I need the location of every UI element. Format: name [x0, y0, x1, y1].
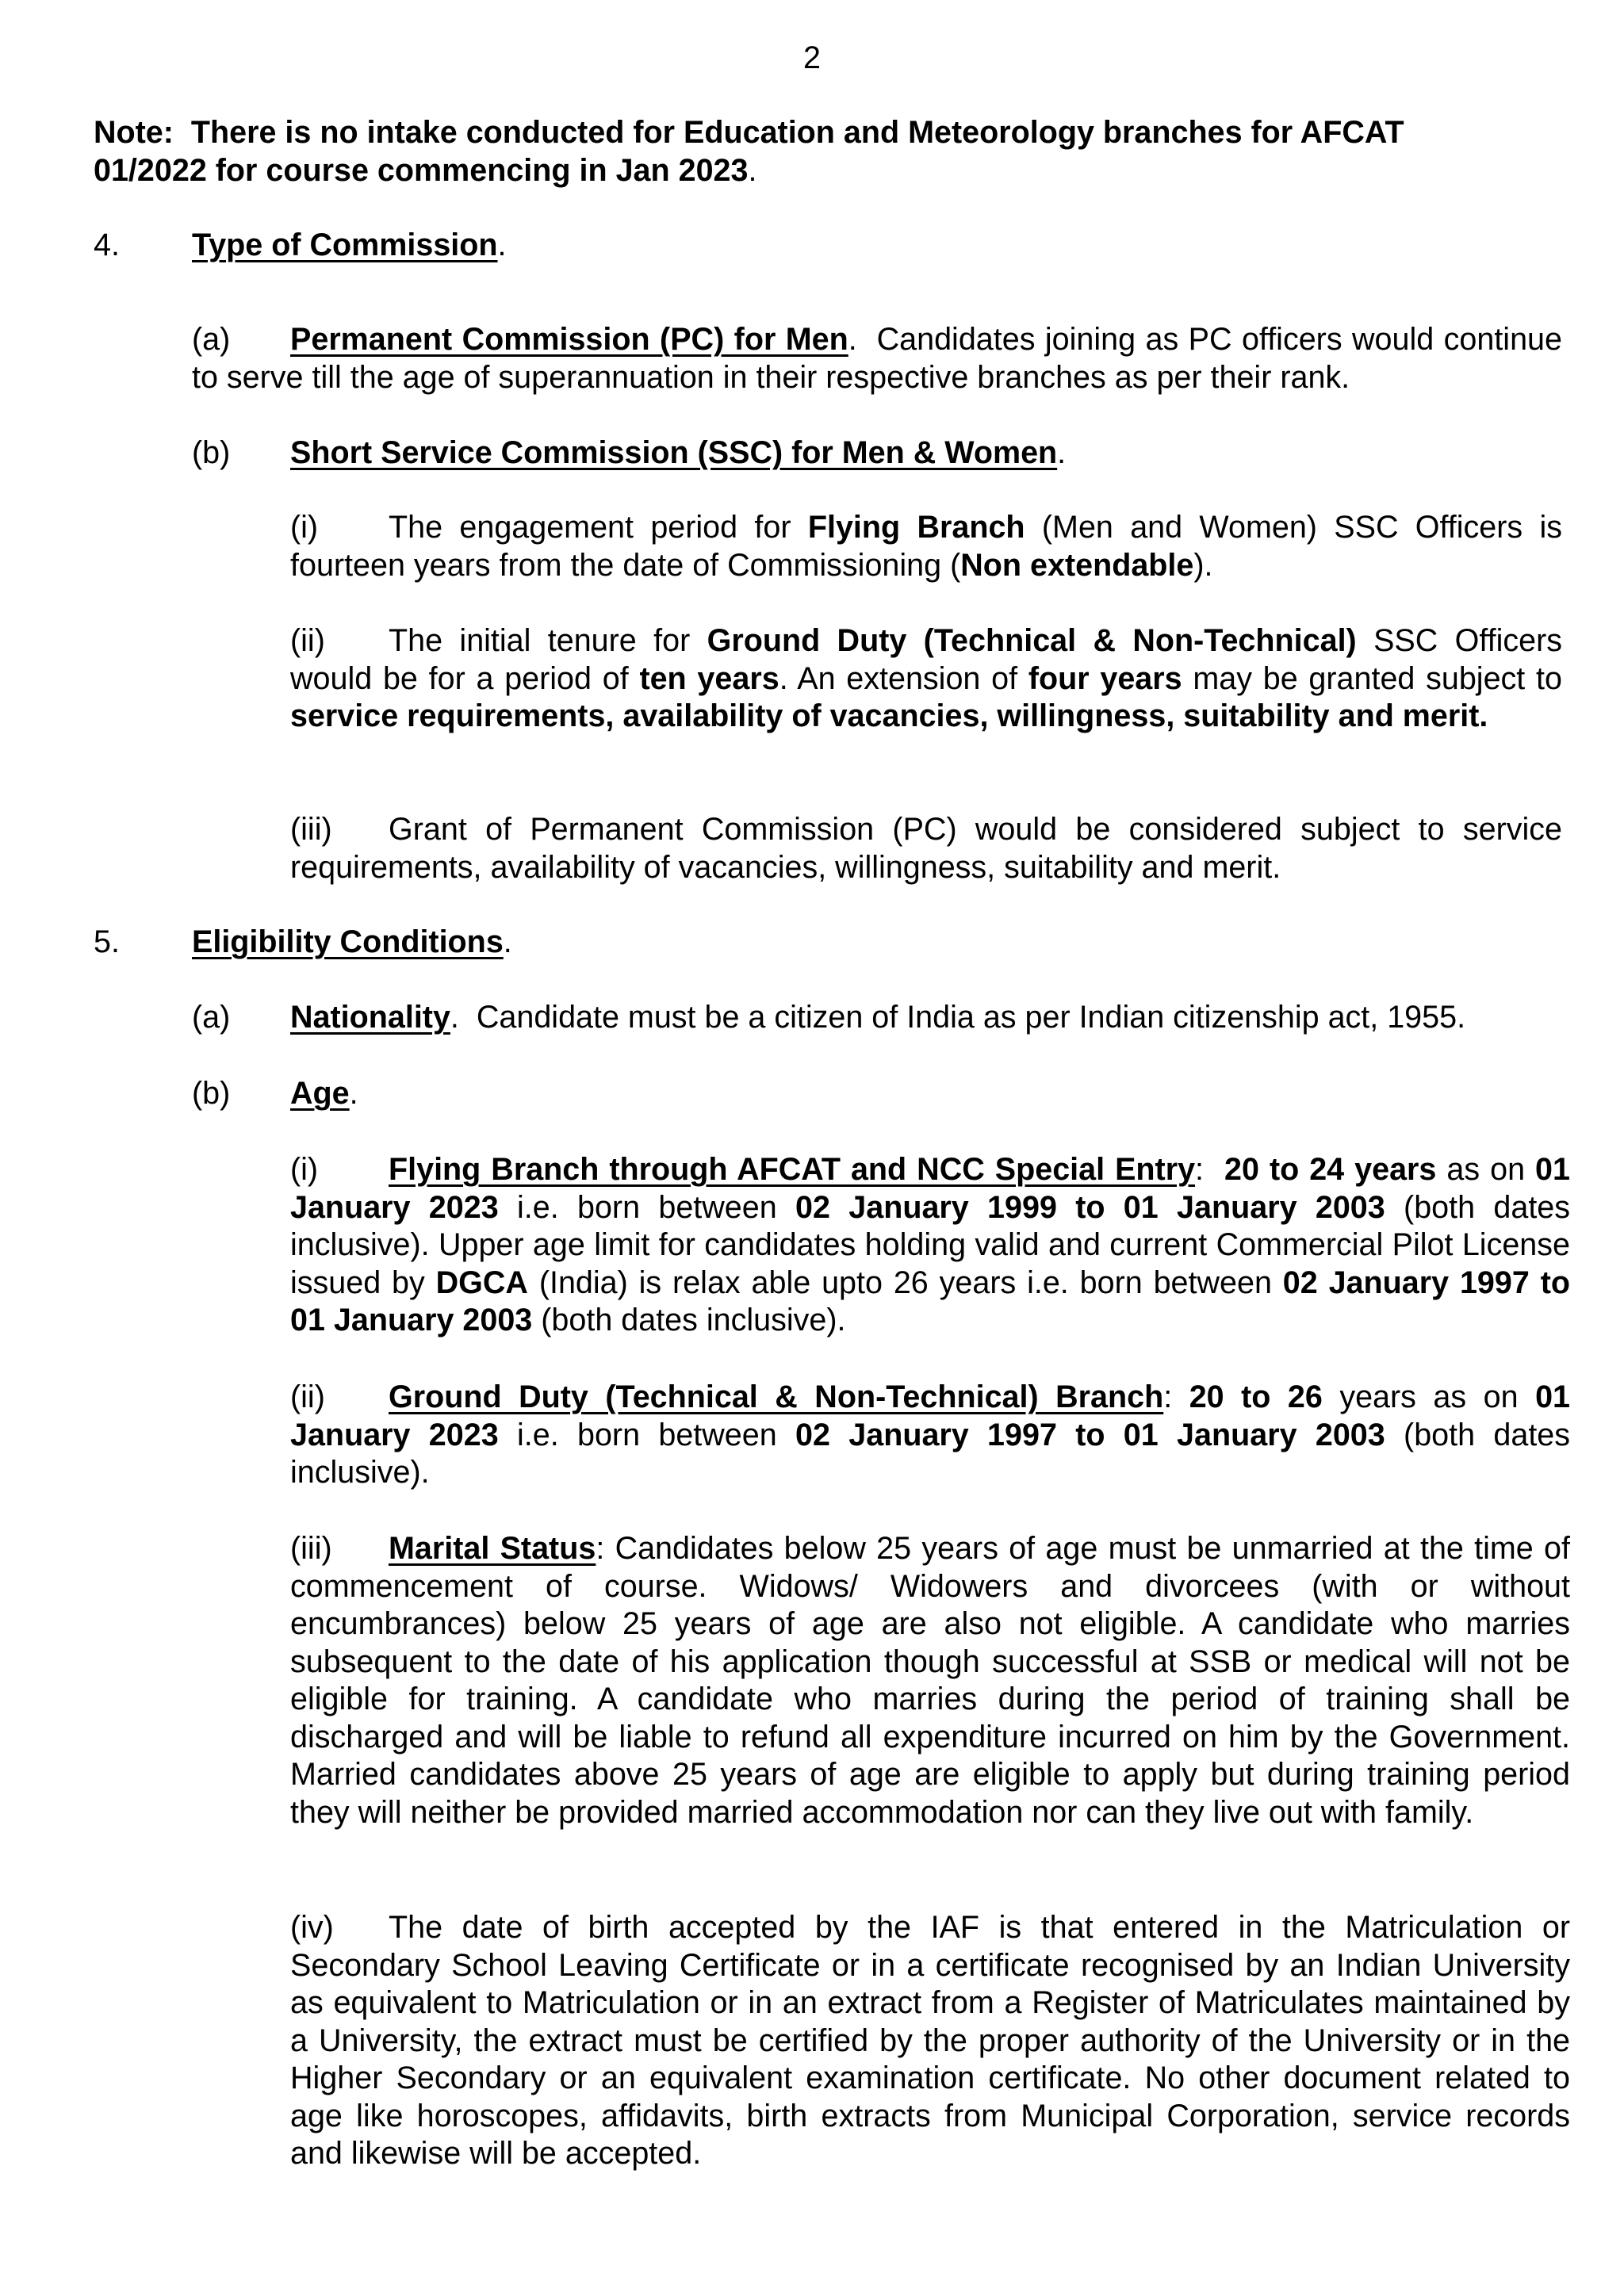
section-5a-text: Candidate must be a citizen of India as per Indian citizenship act, 1955.	[476, 1000, 1466, 1035]
section-5a-heading: Nationality	[290, 1000, 450, 1035]
section-5a: (a) Nationality. Candidate must be a citizen of India as per Indian citizenship act, 1955.	[192, 999, 1588, 1037]
section-4-title: Type of Commission	[192, 228, 498, 262]
text-run: as on	[1446, 1152, 1526, 1187]
section-4a-text: Candidates joining as PC officers would continue to serve till the age of superannuation in their respective branches as per their rank.	[192, 322, 1562, 395]
bold-run: DGCA	[435, 1265, 528, 1300]
bold-run: Flying Branch	[807, 510, 1025, 545]
note-end: .	[748, 152, 757, 188]
bold-run: 20 to 24 years	[1224, 1152, 1437, 1187]
bold-run: ten years	[639, 660, 779, 696]
text-run: The initial tenure for	[389, 623, 691, 658]
section-4b-ii-label: (ii)	[290, 623, 325, 658]
section-5b-i-label: (i)	[290, 1152, 319, 1187]
section-4b-iii	[290, 811, 1562, 886]
bold-run: four years	[1028, 660, 1182, 696]
bold-run: 20 to 26	[1189, 1380, 1323, 1414]
text-run: i.e. born between	[517, 1417, 777, 1452]
note-prefix: Note:	[94, 115, 174, 150]
bold-run: Non extendable	[960, 547, 1194, 583]
text-run: (both dates inclusive).	[541, 1303, 846, 1337]
bold-run: 02 January 1997 to 01 January 2003	[290, 1265, 1570, 1337]
text-run: . An extension of	[779, 660, 1018, 696]
section-4a: (a) Permanent Commission (PC) for Men. Candidates joining as PC officers would continue to serve till the age of superannuation in their respective branches as per their rank.	[192, 322, 1562, 395]
text-run: (Men and Women) SSC Officers is fourteen years from the date of Commissioning (	[290, 510, 1563, 583]
section-4-heading: 4. Type of Commission.	[94, 227, 1561, 265]
section-4b-iii-label: (iii)	[290, 812, 332, 847]
section-4a-heading: Permanent Commission (PC) for Men	[290, 322, 848, 357]
section-5b-iii: (iii) Marital Status: Candidates below 25 years of age must be unmarried at the time of commencement of course. Widows/ Widowers and divorcees (with or without encumbrances) below 25 years of age are also not eligible. A candidate who marries subsequent to the date of his application though successful at SSB or medical will not be eligible for training. A candidate who marries during the period of training shall be discharged and will be liable to refund all expenditure incurred on him by the Government. Married candidates above 25 years of age are eligible to apply but during training period they will neither be provided married accommodation nor can they live out with family.	[290, 1531, 1570, 1830]
bold-run: service requirements, availability of vacancies, willingness, suitability and merit.	[290, 698, 1488, 733]
text-run: Grant of Permanent Commission (PC) would be considered subject to service requirements, availability of vacancies, willingness, suitability and merit.	[290, 812, 1562, 885]
text-run: Candidates below 25 years of age must be unmarried at the time of commencement of course. Widows/ Widowers and divorcees (with or without encumbrances) below 25 years of age are also not eligible. A candidate who marries subsequent to the date of his application though successful at SSB or medical will not be eligible for training. A candidate who marries during the period of training shall be discharged and will be liable to refund all expenditure incurred on him by the Government. Married candidates above 25 years of age are eligible to apply but during training period they will neither be provided married accommodation nor can they live out with family.	[290, 1531, 1570, 1830]
text-run: (both dates inclusive).	[290, 1417, 1571, 1490]
bold-run: 02 January 1999 to 01 January 2003	[795, 1189, 1385, 1225]
note-text: There is no intake conducted for Education and Meteorology branches for AFCAT 01/2022 for course commencing in Jan 2023	[94, 115, 1404, 188]
text-run: (both dates inclusive). Upper age limit for candidates holding valid and current Commercial Pilot License issued by	[290, 1189, 1571, 1300]
text-run: years as on	[1339, 1380, 1519, 1414]
section-4a-label: (a)	[192, 322, 231, 357]
text-run: SSC Officers would be for a period of	[290, 623, 1562, 696]
section-4b-label: (b)	[192, 435, 231, 470]
section-5b-i: (i) Flying Branch through AFCAT and NCC Special Entry: 20 to 24 years as on 01 January 2023 i.e. born between 02 January 1999 to 01 January 2003 (both dates inclusive). Upper age limit for candidates holding valid and current Commercial Pilot License issued by DGCA (India) is relax able upto 26 years i.e. born between 02 January 1997 to 01 January 2003 (both dates inclusive).	[290, 1152, 1571, 1337]
section-5b-ii-label: (ii)	[290, 1380, 325, 1414]
text-run: The engagement period for	[389, 510, 791, 545]
section-4b-heading: (b) Short Service Commission (SSC) for Men & Women.	[192, 434, 1562, 473]
bold-run: 01 January 2023	[290, 1152, 1570, 1225]
section-5b-ii-heading: Ground Duty (Technical & Non-Technical) Branch	[389, 1380, 1164, 1414]
text-run: i.e. born between	[517, 1189, 777, 1225]
section-5b-iii-label: (iii)	[290, 1531, 332, 1566]
section-5b-title: Age	[290, 1076, 350, 1111]
section-5b-ii: (ii) Ground Duty (Technical & Non-Technical) Branch: 20 to 26 years as on 01 January 2023 i.e. born between 02 January 1997 to 01 January 2003 (both dates inclusive).	[290, 1380, 1571, 1490]
section-5-title: Eligibility Conditions	[192, 924, 504, 959]
bold-run: 02 January 1997 to 01 January 2003	[795, 1417, 1385, 1452]
section-5-number: 5.	[94, 924, 120, 959]
bold-run: Ground Duty (Technical & Non-Technical)	[707, 623, 1357, 658]
section-5b-label: (b)	[192, 1076, 231, 1111]
section-4-number: 4.	[94, 228, 120, 262]
page-number: 2	[803, 40, 821, 75]
section-5b-iv	[290, 1909, 1570, 2173]
text-run: The date of birth accepted by the IAF is that entered in the Matriculation or Secondary School Leaving Certificate or in a certificate recognised by an Indian University as equivalent to Matriculation or in an extract from a Register of Matriculates maintained by a University, the extract must be certified by the proper authority of the University or in the Higher Secondary or an equivalent examination certificate. No other document related to age like horoscopes, affidavits, birth extracts from Municipal Corporation, service records and likewise will be accepted.	[290, 1910, 1570, 2171]
section-5b-iv-label: (iv)	[290, 1910, 334, 1945]
text-run: (India) is relax able upto 26 years i.e. born between	[538, 1265, 1272, 1300]
section-5b-iii-heading: Marital Status	[389, 1531, 596, 1566]
section-5a-label: (a)	[192, 1000, 231, 1035]
section-5b-i-heading: Flying Branch through AFCAT and NCC Special Entry	[389, 1152, 1196, 1187]
section-4b-title: Short Service Commission (SSC) for Men & Women	[290, 435, 1058, 470]
intake-note	[94, 114, 1521, 189]
section-5-heading: 5. Eligibility Conditions.	[94, 924, 1561, 962]
bold-run: 01 January 2023	[290, 1380, 1570, 1452]
section-5b-heading: (b) Age.	[192, 1075, 1562, 1113]
section-4b-i-label: (i)	[290, 510, 319, 545]
section-4b-ii	[290, 622, 1562, 736]
text-run: ).	[1193, 547, 1213, 583]
section-4b-i	[290, 509, 1562, 584]
text-run: may be granted subject to	[1193, 660, 1562, 696]
